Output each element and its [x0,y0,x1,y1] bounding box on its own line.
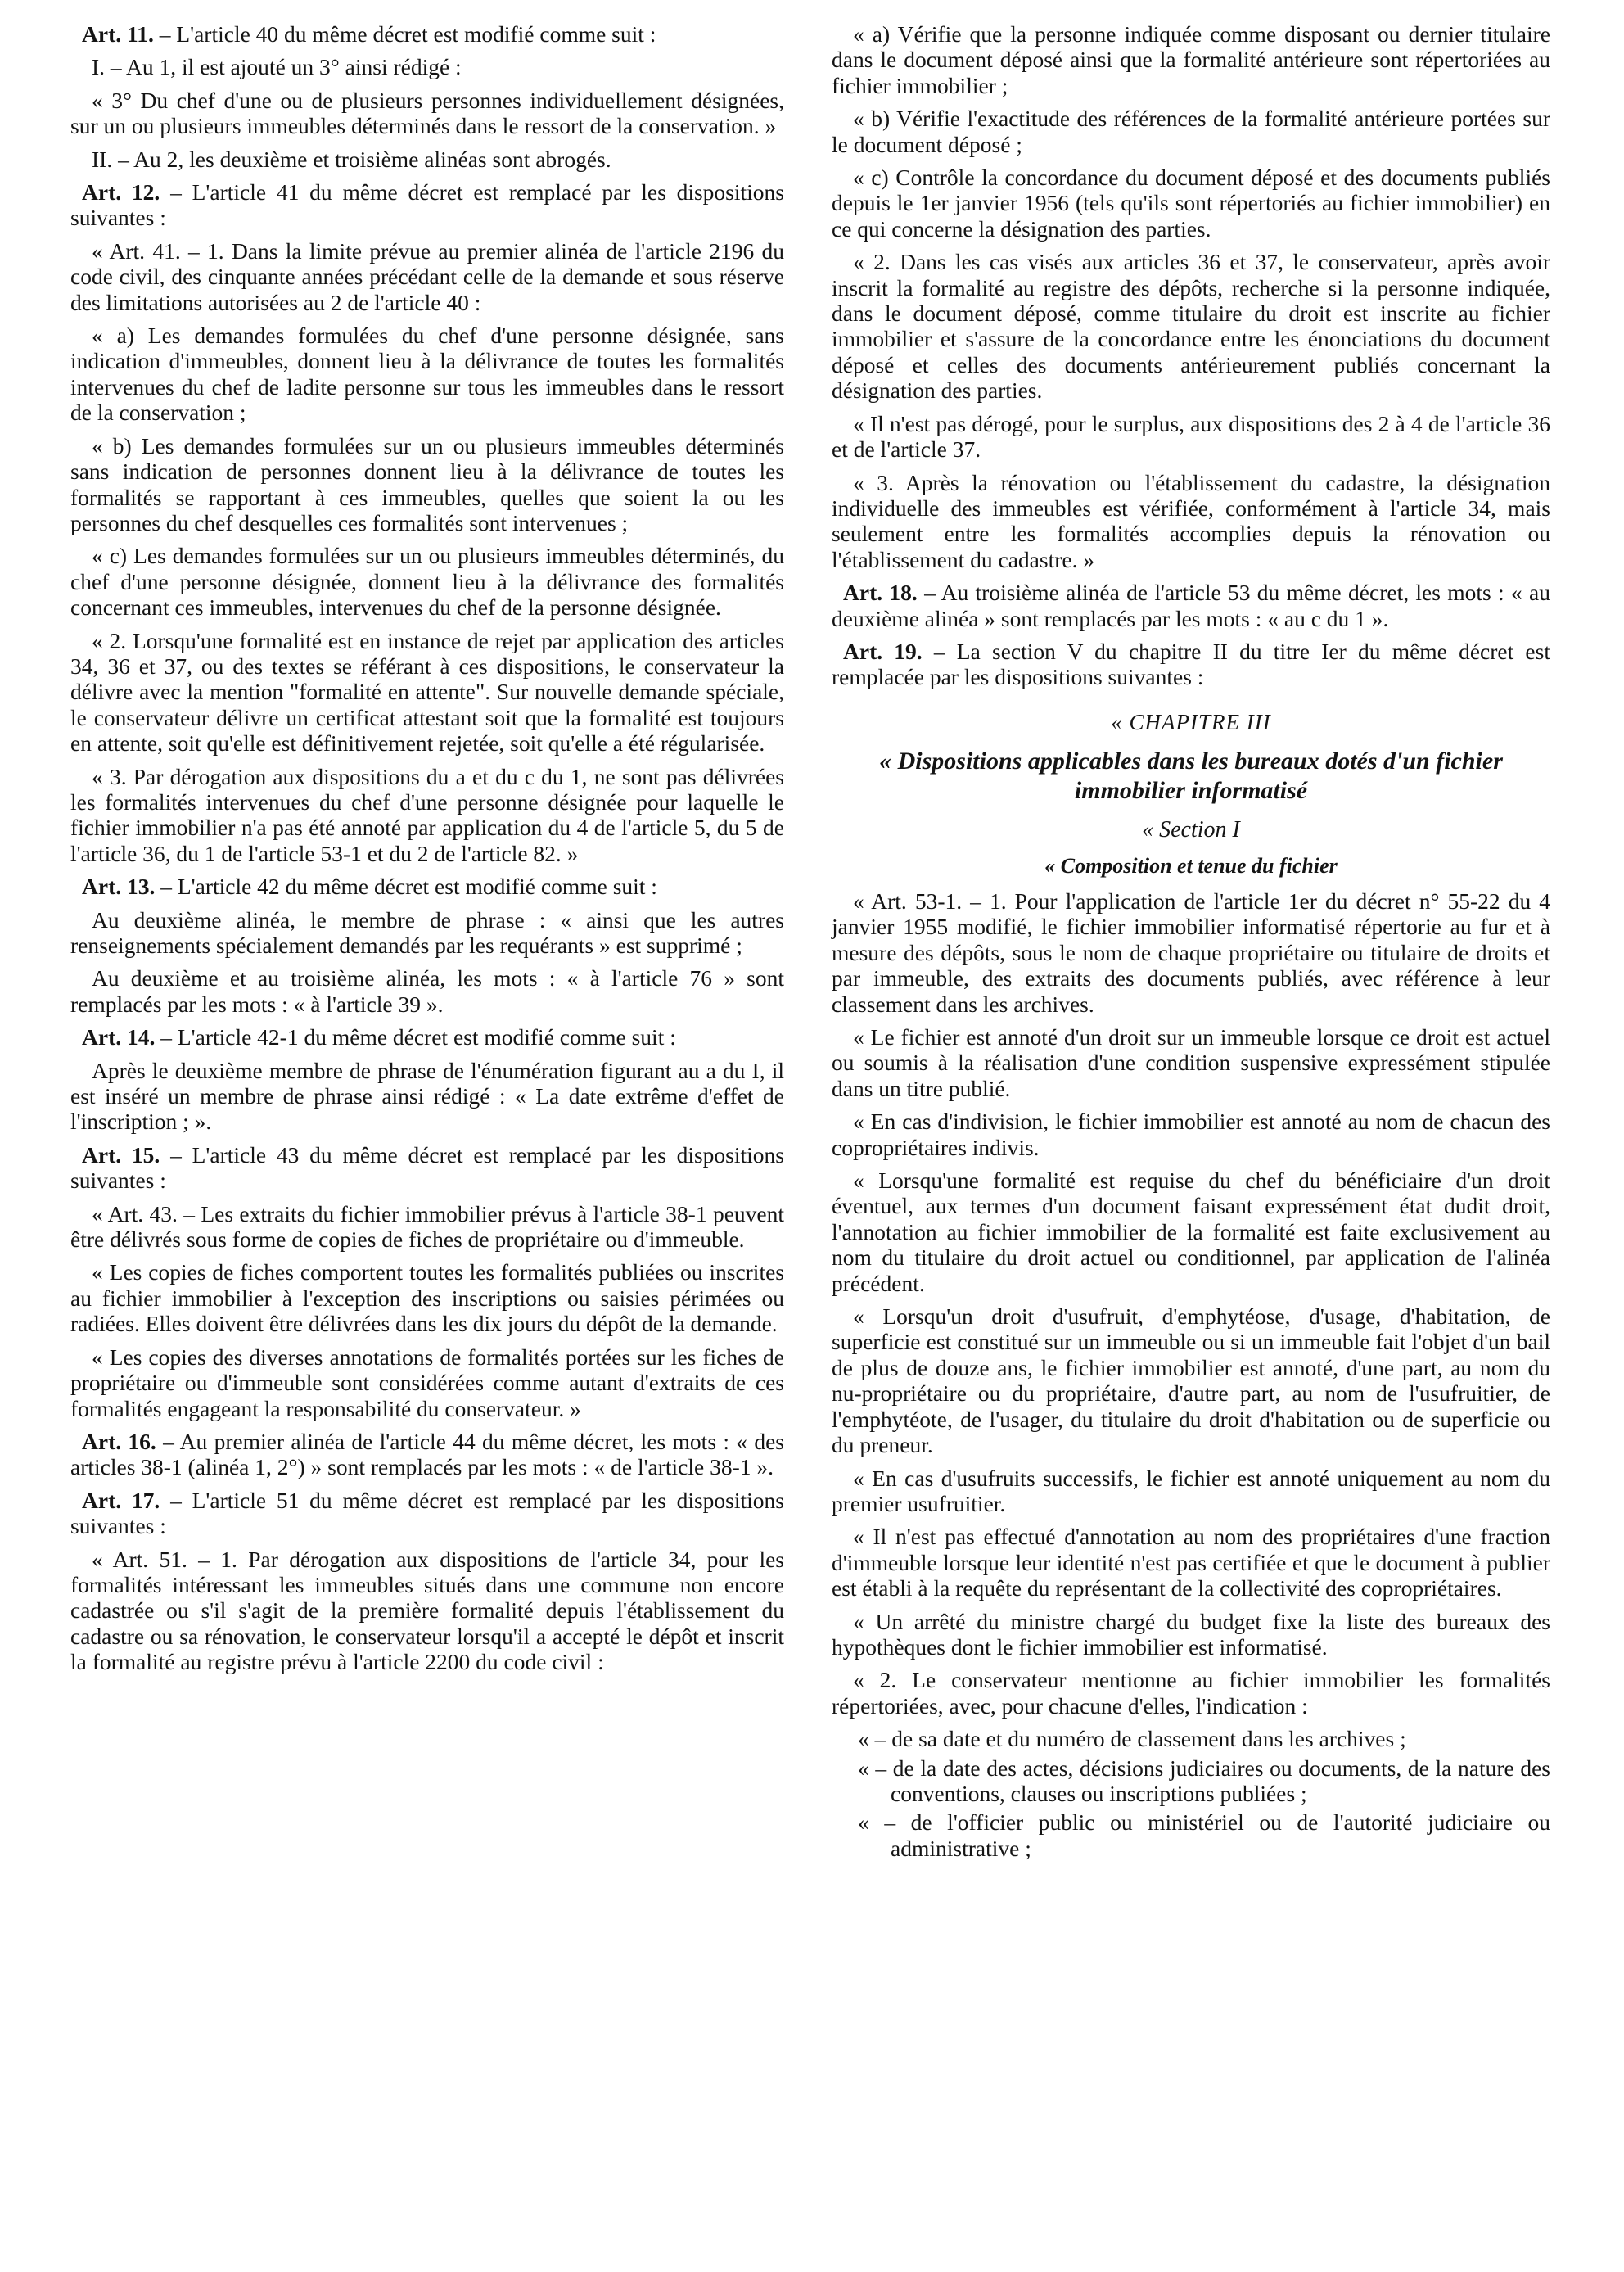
paragraph: II. – Au 2, les deuxième et troisième alinéas sont abrogés. [92,146,611,172]
paragraph: « Art. 43. – Les extraits du fichier immobilier prévus à l'article 38-1 peuvent être délivrés sous forme de copies de fiches de propriétaire ou d'immeuble. [70,1200,784,1253]
paragraph: « a) Vérifie que la personne indiquée comme disposant ou dernier titulaire dans le document déposé ainsi que la formalité antérieure sont répertoriées au fichier immobilier ; [832,21,1550,98]
paragraph: « 2. Dans les cas visés aux articles 36 et 37, le conservateur, après avoir inscrit la formalité au registre des dépôts, recherche si la personne indiquée, dans le document déposé, comme titulaire du droit est inscrite au fichier immobilier et s'assure de la concordance entre les énonciations du document déposé et celles des documents antérieurement publiés concernant la désignation des parties. [832,249,1550,404]
article-16-text: – Au premier alinéa de l'article 44 du même décret, les mots : « des articles 38-1 (alinéa 1, 2°) » sont remplacés par les mots : « de l'article 38-1 ». [70,1428,784,1480]
article-17-label: Art. 17. [82,1487,160,1513]
paragraph: « 2. Lorsqu'une formalité est en instance de rejet par application des articles 34, 36 et 37, ou des textes se référant à ces dispositions, le conservateur la délivre avec la mention "formalité en attente". Sur nouvelle demande spéciale, le conservateur délivre un certificat attestant soit que la formalité est toujours en attente, soit qu'elle est définitivement rejetée, soit qu'elle a été régularisée. [70,627,784,757]
article-14 [70,1024,784,1050]
paragraph: « a) Les demandes formulées du chef d'une personne désignée, sans indication d'immeubles, donnent lieu à la délivrance de toutes les formalités intervenues du chef de ladite personne sur tous les immeubles dans le ressort de la conservation ; [70,323,784,426]
article-15-text: – L'article 43 du même décret est remplacé par les dispositions suivantes : [70,1141,784,1194]
article-17 [70,1488,784,1539]
paragraph: « b) Les demandes formulées sur un ou plusieurs immeubles déterminés sans indication de personnes donnent lieu à la délivrance de toutes les formalités se rapportant à ces immeubles, quelles que soient la ou les personnes du chef desquelles ces formalités sont intervenues ; [70,432,784,535]
paragraph: Après le deuxième membre de phrase de l'énumération figurant au a du I, il est inséré un membre de phrase ainsi rédigé : « La date extrême d'effet de l'inscription ; ». [70,1057,784,1135]
paragraph: « Lorsqu'une formalité est requise du chef du bénéficiaire d'un droit éventuel, aux termes d'un document faisant expressément état dudit droit, l'annotation au fichier immobilier de la formalité est faite exclusivement au nom du titulaire du droit actuel ou conditionnel, par application de l'alinéa précédent. [832,1168,1550,1296]
paragraph: I. – Au 1, il est ajouté un 3° ainsi rédigé : [92,54,462,80]
article-18 [832,580,1550,631]
article-16-label: Art. 16. [82,1428,156,1454]
paragraph: « b) Vérifie l'exactitude des références de la formalité antérieure portées sur le document déposé ; [832,106,1550,157]
article-13 [70,874,784,899]
paragraph: « Les copies de fiches comportent toutes les formalités publiées ou inscrites au fichier immobilier à l'exception des inscriptions ou saisies périmées ou radiées. Elles doivent être délivrées dans les dix jours du dépôt de la demande. [70,1259,784,1337]
article-11-label: Art. 11. [82,21,154,47]
paragraph: « En cas d'usufruits successifs, le fichier est annoté uniquement au nom du premier usufruitier. [832,1465,1550,1516]
article-19-text: – La section V du chapitre II du titre Ier du même décret est remplacée par les dispositions suivantes : [832,638,1550,690]
article-19 [832,639,1550,690]
paragraph: « Art. 51. – 1. Par dérogation aux dispositions de l'article 34, pour les formalités intéressant les immeubles situés dans une commune non encore cadastrée ou s'il s'agit de la première formalité depuis l'établissement du cadastre ou sa rénovation, le conservateur lorsqu'il a accepté le dépôt et inscrit la formalité au registre prévu à l'article 2200 du code civil : [70,1546,784,1675]
chapter-title: « Dispositions applicables dans les bureaux dotés d'un fichier immobilier informatisé [879,748,1503,805]
article-13-text: – L'article 42 du même décret est modifié comme suit : [155,874,657,900]
paragraph: « c) Contrôle la concordance du document déposé et des documents publiés depuis le 1er janvier 1956 (tels qu'ils sont répertoriés au fichier immobilier) en ce qui concerne la désignation des parties. [832,165,1550,242]
paragraph: « 3° Du chef d'une ou de plusieurs personnes individuellement désignées, sur un ou plusieurs immeubles déterminés dans le ressort de la conservation. » [70,87,784,139]
article-11-text: – L'article 40 du même décret est modifié comme suit : [153,21,656,47]
paragraph: Au deuxième alinéa, le membre de phrase : « ainsi que les autres renseignements spécialement demandés par les requérants » est supprimé ; [70,906,784,958]
paragraph: « Les copies des diverses annotations de formalités portées sur les fiches de propriétaire ou d'immeuble sont considérées comme autant d'extraits de ces formalités engageant la responsabilité du conservateur. » [70,1344,784,1421]
paragraph: « Art. 41. – 1. Dans la limite prévue au premier alinéa de l'article 2196 du code civil, des cinquante années précédant celle de la demande et sous réserve des limitations autorisées au 2 de l'article 40 : [70,237,784,315]
section-heading: « Section I [1142,817,1240,843]
left-column [70,21,784,1683]
article-12-label: Art. 12. [82,179,160,206]
paragraph: « Art. 53-1. – 1. Pour l'application de l'article 1er du décret n° 55-22 du 4 janvier 1955 modifié, le fichier immobilier informatisé répertorie au fur et à mesure des dépôts, sous le nom de chaque propriétaire ou titulaire de droits et par immeuble, des extraits des documents publiés, avec référence à leur classement dans les archives. [832,888,1550,1017]
paragraph: « Lorsqu'un droit d'usufruit, d'emphytéose, d'usage, d'habitation, de superficie est constitué sur un immeuble ou si un immeuble fait l'objet d'un bail de plus de douze ans, le fichier immobilier est annoté, d'une part, au nom du nu-propriétaire ou du propriétaire, d'autre part, au nom de l'usufruitier, de l'emphytéote, de l'usager, du titulaire du droit d'habitation ou de superficie ou du preneur. [832,1303,1550,1458]
article-18-label: Art. 18. [843,580,918,606]
subsection-heading: « Composition et tenue du fichier [1044,853,1338,878]
list-item: « – de la date des actes, décisions judiciaires ou documents, de la nature des conventions, clauses ou inscriptions publiées ; [858,1755,1550,1806]
article-13-label: Art. 13. [82,874,156,900]
article-11 [70,21,784,47]
article-15 [70,1142,784,1194]
article-12 [70,179,784,231]
article-14-text: – L'article 42-1 du même décret est modifié comme suit : [155,1024,676,1050]
article-18-text: – Au troisième alinéa de l'article 53 du même décret, les mots : « au deuxième alinéa » sont remplacés par les mots : « au c du 1 ». [832,580,1550,631]
paragraph: « 3. Après la rénovation ou l'établissement du cadastre, la désignation individuelle des immeubles est vérifiée, conformément à l'article 34, mais seulement entre les formalités accomplies depuis la rénovation ou l'établissement du cadastre. » [832,469,1550,572]
paragraph: « c) Les demandes formulées sur un ou plusieurs immeubles déterminés, du chef d'une personne désignée, donnent lieu à la délivrance des formalités concernant ces immeubles, intervenues du chef de la personne désignée. [70,543,784,621]
paragraph: « Il n'est pas dérogé, pour le surplus, aux dispositions des 2 à 4 de l'article 36 et de l'article 37. [832,410,1550,463]
list-item: « – de l'officier public ou ministériel ou de l'autorité judiciaire ou administrative ; [858,1809,1550,1861]
chapter-heading: « CHAPITRE III [1111,709,1271,734]
article-19-label: Art. 19. [843,638,923,664]
paragraph: « 3. Par dérogation aux dispositions du a et du c du 1, ne sont pas délivrées les formalités intervenues du chef d'une personne désignée pour laquelle le fichier immobilier n'a pas été annoté par application du 4 de l'article 5, du 5 de l'article 36, du 1 de l'article 53-1 et du 2 de l'article 82. » [70,763,784,866]
paragraph: « En cas d'indivision, le fichier immobilier est annoté au nom de chacun des copropriétaires indivis. [832,1109,1550,1160]
list-item: « – de sa date et du numéro de classement dans les archives ; [858,1726,1406,1752]
paragraph: « Il n'est pas effectué d'annotation au nom des propriétaires d'une fraction d'immeuble lorsque leur identité n'est pas certifiée et que le document à publier est établi à la requête du représentant de la collectivité des copropriétaires. [832,1524,1550,1601]
paragraph: « Le fichier est annoté d'un droit sur un immeuble lorsque ce droit est actuel ou soumis à la réalisation d'une condition suspensive expressément stipulée dans un titre publié. [832,1024,1550,1101]
article-15-label: Art. 15. [82,1141,160,1168]
article-14-label: Art. 14. [82,1024,156,1050]
paragraph: « Un arrêté du ministre chargé du budget fixe la liste des bureaux des hypothèques dont le fichier immobilier est informatisé. [832,1608,1550,1660]
right-column [832,21,1550,1864]
article-12-text: – L'article 41 du même décret est remplacé par les dispositions suivantes : [70,179,784,231]
article-16 [70,1429,784,1480]
article-17-text: – L'article 51 du même décret est remplacé par les dispositions suivantes : [70,1487,784,1539]
paragraph: « 2. Le conservateur mentionne au fichier immobilier les formalités répertoriées, avec, pour chacune d'elles, l'indication : [832,1667,1550,1719]
paragraph: Au deuxième et au troisième alinéa, les mots : « à l'article 76 » sont remplacés par les mots : « à l'article 39 ». [70,965,784,1017]
